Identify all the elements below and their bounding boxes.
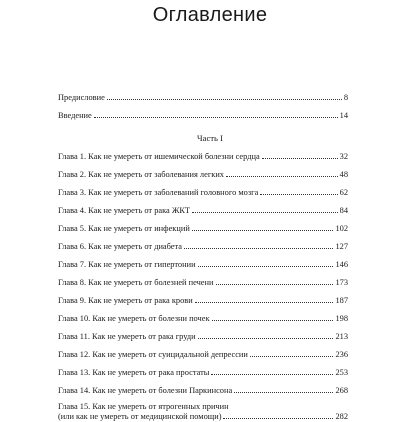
toc-entry-label: Глава 5. Как не умереть от инфекций xyxy=(58,224,190,233)
toc-entry-page: 198 xyxy=(335,314,348,323)
toc-entry-label-line2: (или как не умереть от медицинской помощи) xyxy=(58,412,222,421)
toc-entry-chapter[interactable] xyxy=(58,332,348,342)
dot-leader xyxy=(195,296,334,303)
dot-leader xyxy=(192,206,338,213)
dot-leader xyxy=(107,93,342,100)
toc-entry-label: Глава 2. Как не умереть от заболевания легких xyxy=(58,170,224,179)
toc-entry-page: 213 xyxy=(335,332,348,341)
toc-entry-preface[interactable] xyxy=(58,93,348,103)
toc-entry-label: Введение xyxy=(58,111,92,120)
toc-entry-chapter[interactable] xyxy=(58,278,348,288)
toc-entry-label: Предисловие xyxy=(58,93,105,102)
toc-entry-page: 173 xyxy=(335,278,348,287)
toc-entry-label: Глава 1. Как не умереть от ишемической болезни сердца xyxy=(58,152,260,161)
toc-entry-line2 xyxy=(58,412,348,422)
toc-entry-label: Глава 3. Как не умереть от заболеваний головного мозга xyxy=(58,188,259,197)
toc-entry-label-line1: Глава 15. Как не умереть от ятрогенных причин xyxy=(58,402,229,411)
toc-entry-page: 253 xyxy=(335,368,348,377)
dot-leader xyxy=(260,188,337,195)
toc-entry-chapter[interactable] xyxy=(58,152,348,162)
toc-entry-introduction[interactable] xyxy=(58,111,348,121)
toc-entry-chapter[interactable] xyxy=(58,242,348,252)
toc-entry-page: 127 xyxy=(335,242,348,251)
dot-leader xyxy=(184,242,333,249)
toc-entry-chapter[interactable] xyxy=(58,224,348,234)
dot-leader xyxy=(234,386,333,393)
toc-entry-chapter[interactable] xyxy=(58,368,348,378)
dot-leader xyxy=(198,260,334,267)
dot-leader xyxy=(250,350,334,357)
part-heading: Часть I xyxy=(197,133,223,143)
toc-entry-page: 84 xyxy=(339,206,348,215)
toc-entry-chapter[interactable] xyxy=(58,188,348,198)
toc-entry-chapter[interactable] xyxy=(58,386,348,396)
toc-entry-label: Глава 12. Как не умереть от суицидальной депрессии xyxy=(58,350,248,359)
dot-leader xyxy=(216,278,334,285)
dot-leader xyxy=(211,368,333,375)
dot-leader xyxy=(198,332,334,339)
toc-entry-label: Глава 8. Как не умереть от болезней печени xyxy=(58,278,214,287)
toc-entry-page: 282 xyxy=(335,412,348,421)
toc-entry-label: Глава 7. Как не умереть от гипертонии xyxy=(58,260,196,269)
dot-leader xyxy=(192,224,334,231)
toc-entry-page: 62 xyxy=(339,188,348,197)
toc-entry-chapter[interactable] xyxy=(58,350,348,360)
dot-leader xyxy=(262,152,338,159)
dot-leader xyxy=(223,412,333,419)
dot-leader xyxy=(226,170,338,177)
toc-entry-chapter-last[interactable] xyxy=(58,402,348,422)
toc-entry-label: Глава 6. Как не умереть от диабета xyxy=(58,242,182,251)
dot-leader xyxy=(212,314,334,321)
toc-entry-chapter[interactable] xyxy=(58,206,348,216)
toc-entry-label: Глава 10. Как не умереть от болезни почек xyxy=(58,314,210,323)
toc-entry-label: Глава 4. Как не умереть от рака ЖКТ xyxy=(58,206,191,215)
toc-entry-chapter[interactable] xyxy=(58,296,348,306)
toc-entry-page: 32 xyxy=(339,152,348,161)
toc-entry-chapter[interactable] xyxy=(58,314,348,324)
dot-leader xyxy=(94,111,338,118)
toc-entry-label: Глава 11. Как не умереть от рака груди xyxy=(58,332,196,341)
toc-entry-chapter[interactable] xyxy=(58,170,348,180)
toc-entry-page: 48 xyxy=(339,170,348,179)
toc-entry-page: 187 xyxy=(335,296,348,305)
toc-entry-page: 146 xyxy=(335,260,348,269)
toc-entry-page: 8 xyxy=(343,93,348,102)
page-title: Оглавление xyxy=(152,4,268,26)
toc-entry-page: 14 xyxy=(339,111,348,120)
toc-entry-chapter[interactable] xyxy=(58,260,348,270)
toc-entry-label: Глава 13. Как не умереть от рака простаты xyxy=(58,368,210,377)
toc-entry-page: 102 xyxy=(335,224,348,233)
toc-entry-label: Глава 14. Как не умереть от болезни Паркинсона xyxy=(58,386,233,395)
toc-entry-label: Глава 9. Как не умереть от рака крови xyxy=(58,296,193,305)
toc-entry-page: 236 xyxy=(335,350,348,359)
toc-entry-page: 268 xyxy=(335,386,348,395)
